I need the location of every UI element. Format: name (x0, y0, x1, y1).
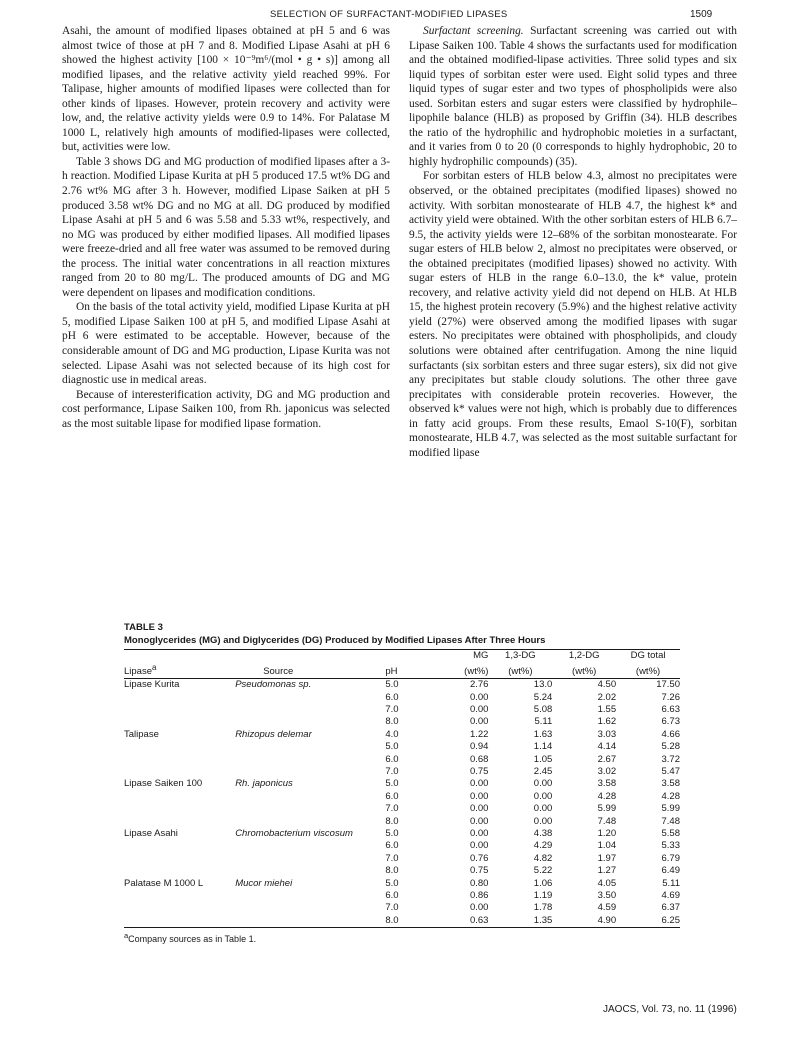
cell-ph: 7.0 (385, 902, 399, 914)
cell-source (235, 865, 379, 877)
table-row (124, 778, 680, 790)
cell-dg-total: 7.48 (661, 815, 680, 827)
header-12dg: 1,2-DG (568, 650, 600, 661)
cell-lipase: Talipase (124, 728, 159, 740)
cell-lipase: Lipase Asahi (124, 828, 178, 840)
cell-13dg: 0.00 (533, 778, 553, 790)
cell-dg-total: 5.58 (661, 828, 680, 840)
cell-12dg: 3.02 (597, 766, 617, 777)
cell-lipase (124, 791, 235, 803)
cell-mg: 0.00 (469, 790, 489, 802)
cell-13dg: 1.63 (533, 728, 553, 740)
cell-12dg: 4.05 (597, 877, 617, 889)
cell-lipase (124, 840, 235, 852)
cell-12dg: 1.97 (597, 852, 617, 864)
cell-lipase (124, 716, 235, 728)
left-paragraph-1: Asahi, the amount of modified lipases obtained at pH 5 and 6 was almost twice of those at pH 7 and 8. Modified Lipase Asahi at pH 6 showed the highest activity [100 × 10⁻⁹m⁶/(mol • g • s)] among all modified lipases, and the relative activity yield reached 99%. For Talipase, higher amounts of modified lipases were collected than for other kinds of lipases. However, protein recovery and activity were low, and, the relative activity yields were 0.9 to 14%. For Palatase M 1000 L, relatively high amounts of modified-lipases were collected, but, activities were low. (62, 25, 390, 154)
left-paragraph-4: Because of interesterification activity, DG and MG production and cost performance, Lipase Saiken 100, from Rh. japonicus was selected as the most suitable lipase for modified lipase formation. (62, 388, 390, 430)
cell-source (235, 902, 379, 914)
left-column (62, 24, 390, 431)
cell-ph: 7.0 (385, 852, 399, 864)
cell-dg-total: 4.28 (661, 790, 680, 802)
cell-13dg: 5.11 (534, 716, 553, 728)
cell-13dg: 1.19 (533, 890, 553, 902)
cell-ph: 8.0 (385, 716, 399, 728)
cell-mg: 0.76 (469, 852, 489, 864)
cell-13dg: 4.82 (533, 852, 553, 864)
cell-lipase (124, 803, 235, 815)
cell-13dg: 13.0 (533, 679, 553, 691)
cell-mg: 0.68 (469, 753, 489, 765)
cell-mg: 0.00 (469, 840, 489, 852)
cell-source (235, 803, 379, 815)
right-paragraph-1 (409, 24, 737, 169)
table-row (124, 704, 680, 716)
cell-ph: 4.0 (385, 728, 399, 740)
cell-13dg: 0.00 (533, 803, 553, 815)
cell-lipase (124, 865, 235, 877)
cell-dg-total: 5.11 (662, 877, 680, 889)
cell-13dg: 1.78 (533, 902, 553, 914)
cell-lipase (124, 853, 235, 865)
table-footnote: $^a$Company sources as in Table 1. (124, 931, 257, 945)
header-source: Source (235, 662, 379, 679)
cell-source: Mucor miehei (235, 877, 293, 889)
left-paragraph-2: Table 3 shows DG and MG production of modified lipases after a 3-h reaction. Modified Lipase Kurita at pH 5 produced 17.5 wt% DG and 2.76 wt% MG after 3 h. However, modified Lipase Saiken at pH 5 produced 3.58 wt% DG and no MG at all. DG produced by modified Lipase Asahi at pH 5 and 6 was 5.58 and 5.33 wt%, respectively, and no MG was produced by either modified lipases. All modified lipases were freeze-dried and all free water was assumed to be removed during the process. The initial water concentrations in all reaction mixtures ranged from 20 to 80 mg/L. The produced amounts of DG and MG were dependent on lipases and modification conditions. (62, 155, 390, 299)
table-row (124, 692, 680, 704)
cell-12dg: 7.48 (597, 815, 617, 827)
cell-mg: 2.76 (469, 679, 489, 691)
table-row (124, 766, 680, 778)
cell-dg-total: 6.25 (616, 915, 680, 928)
cell-source (235, 741, 379, 753)
header-lipase: Lipase$^a$ (124, 662, 235, 679)
cell-13dg: 4.38 (533, 828, 553, 840)
cell-mg: 0.00 (469, 803, 489, 815)
cell-12dg: 4.28 (597, 790, 617, 802)
cell-mg: 0.63 (439, 915, 488, 928)
header-13dg: 1,3-DG (505, 650, 536, 661)
header-dg-total: DG total (630, 650, 666, 661)
cell-12dg: 1.55 (597, 703, 617, 715)
table-3 (124, 622, 680, 944)
table-label: TABLE 3 (124, 622, 163, 633)
cell-source (235, 754, 379, 766)
cell-source (235, 704, 379, 716)
table-row (124, 840, 680, 852)
table-row (124, 865, 680, 877)
cell-13dg: 4.29 (533, 840, 553, 852)
cell-dg-total: 5.99 (661, 803, 680, 815)
cell-dg-total: 5.47 (661, 766, 680, 777)
table-row (124, 853, 680, 865)
cell-ph: 6.0 (385, 691, 399, 703)
cell-ph: 8.0 (385, 815, 399, 827)
header-dg-total-unit: (wt%) (616, 662, 680, 679)
cell-ph: 5.0 (385, 778, 399, 790)
table-row (124, 754, 680, 766)
cell-source: Chromobacterium viscosum (235, 828, 353, 840)
cell-13dg: 5.08 (533, 703, 553, 715)
cell-12dg: 1.20 (597, 828, 617, 840)
cell-source (235, 791, 379, 803)
table-row (124, 741, 680, 753)
cell-lipase (124, 766, 235, 778)
cell-12dg: 3.50 (597, 890, 617, 902)
footnote-marker: a (152, 662, 157, 672)
cell-source (235, 766, 379, 778)
cell-mg: 0.86 (469, 890, 489, 902)
table-row (124, 716, 680, 728)
cell-source: Pseudomonas sp. (235, 679, 312, 691)
table-row (124, 828, 680, 840)
running-title: SELECTION OF SURFACTANT-MODIFIED LIPASES (270, 9, 508, 20)
cell-12dg: 3.03 (597, 728, 617, 740)
cell-ph: 7.0 (385, 703, 399, 715)
cell-mg: 0.00 (469, 828, 489, 840)
cell-mg: 0.75 (469, 766, 489, 777)
cell-lipase (124, 741, 235, 753)
cell-12dg: 1.27 (597, 865, 617, 877)
cell-lipase (124, 890, 235, 902)
right-paragraph-1-text: Surfactant screening was carried out with Lipase Saiken 100. Table 4 shows the surfactants used for modification and the obtained modified-lipase activities. Three solid types and six liquid types of sorbitan ester were used. Eight solid types and three liquid types of sugar ester and two types of phospholipids were also used. Sorbitan esters and sugar esters were classified by hydrophile–lipophile balance (HLB) as proposed by Griffin (34). HLB describes the ratio of the hydrophilic and hydrophobic moieties in a surfactant, and it varies from 0 to 20 (0 corresponds to highly hydrophobic, 20 to highly hydrophilic compounds) (35). (409, 25, 737, 168)
cell-lipase (124, 704, 235, 716)
cell-12dg: 4.50 (597, 679, 617, 691)
cell-dg-total: 17.50 (656, 679, 680, 691)
cell-dg-total: 3.72 (661, 753, 680, 765)
left-paragraph-3: On the basis of the total activity yield, modified Lipase Kurita at pH 5, modified Lipase Saiken 100 at pH 5, and modified Lipase Asahi at pH 6 were estimated to be acceptable. However, because of the considerable amount of DG and MG production, Lipase Kurita was not selected. Lipase Asahi was not selected because of its high cost for diagnostic use in medical areas. (62, 301, 390, 387)
cell-source (235, 816, 379, 828)
cell-12dg: 4.90 (552, 915, 616, 928)
cell-dg-total: 4.66 (661, 728, 680, 740)
header-12dg-unit: (wt%) (552, 662, 616, 679)
cell-lipase: Palatase M 1000 L (124, 877, 204, 889)
cell-13dg: 0.00 (533, 815, 553, 827)
table-row (124, 878, 680, 890)
cell-12dg: 4.59 (597, 902, 617, 914)
table-row (124, 915, 680, 928)
cell-mg: 1.22 (469, 728, 489, 740)
table-row (124, 791, 680, 803)
cell-dg-total: 5.28 (661, 741, 680, 753)
cell-12dg: 3.58 (597, 778, 617, 790)
data-table (124, 650, 680, 928)
table-caption: Monoglycerides (MG) and Diglycerides (DG) Produced by Modified Lipases After Three Hours (124, 635, 680, 650)
cell-dg-total: 7.26 (661, 691, 680, 703)
cell-dg-total: 3.58 (661, 778, 680, 790)
cell-source (235, 840, 379, 852)
cell-dg-total: 6.73 (661, 716, 680, 728)
cell-dg-total: 6.49 (661, 865, 680, 877)
cell-13dg: 1.14 (533, 741, 553, 753)
page-number: 1509 (690, 9, 713, 20)
cell-lipase (124, 816, 235, 828)
cell-ph: 5.0 (385, 877, 399, 889)
cell-13dg: 5.22 (533, 865, 553, 877)
journal-reference: JAOCS, Vol. 73, no. 11 (1996) (603, 1004, 737, 1015)
cell-13dg: 1.35 (488, 915, 552, 928)
cell-mg: 0.00 (469, 902, 489, 914)
cell-lipase: Lipase Saiken 100 (124, 778, 203, 790)
cell-source: Rhizopus delemar (235, 728, 312, 740)
cell-source (235, 890, 379, 902)
cell-13dg: 1.05 (533, 753, 553, 765)
cell-12dg: 5.99 (597, 803, 617, 815)
cell-mg: 0.94 (469, 741, 489, 753)
cell-dg-total: 6.63 (661, 703, 680, 715)
cell-lipase (124, 915, 235, 928)
cell-lipase (124, 692, 235, 704)
cell-ph: 8.0 (385, 865, 399, 877)
table-row (124, 729, 680, 741)
cell-13dg: 5.24 (533, 691, 553, 703)
cell-13dg: 0.00 (533, 790, 553, 802)
cell-source (235, 692, 379, 704)
header-mg: MG (473, 650, 489, 661)
cell-ph: 6.0 (385, 840, 399, 852)
cell-12dg: 1.04 (597, 840, 617, 852)
cell-13dg: 2.45 (533, 766, 553, 777)
cell-dg-total: 4.69 (661, 890, 680, 902)
cell-12dg: 1.62 (597, 716, 617, 728)
cell-ph: 7.0 (385, 803, 399, 815)
cell-lipase: Lipase Kurita (124, 679, 180, 691)
cell-mg: 0.00 (469, 778, 489, 790)
cell-ph: 6.0 (385, 753, 399, 765)
cell-lipase (124, 902, 235, 914)
cell-mg: 0.00 (469, 716, 489, 728)
cell-ph: 7.0 (385, 766, 399, 777)
table-row (124, 816, 680, 828)
cell-dg-total: 6.37 (661, 902, 680, 914)
table-row (124, 890, 680, 902)
cell-12dg: 4.14 (597, 741, 617, 753)
cell-dg-total: 5.33 (661, 840, 680, 852)
cell-lipase (124, 754, 235, 766)
table-row (124, 902, 680, 914)
cell-source (235, 853, 379, 865)
cell-source (235, 915, 379, 928)
cell-12dg: 2.67 (597, 753, 617, 765)
table-row (124, 803, 680, 815)
cell-ph: 5.0 (385, 828, 399, 840)
header-ph: pH (379, 662, 439, 679)
cell-13dg: 1.06 (533, 877, 553, 889)
cell-source (235, 716, 379, 728)
cell-ph: 5.0 (385, 679, 399, 691)
right-column (409, 24, 737, 460)
cell-ph: 8.0 (379, 915, 439, 928)
header-mg-unit: (wt%) (439, 662, 488, 679)
cell-mg: 0.00 (469, 691, 489, 703)
cell-mg: 0.00 (469, 703, 489, 715)
cell-source: Rh. japonicus (235, 778, 293, 790)
table-row (124, 679, 680, 692)
cell-mg: 0.75 (469, 865, 489, 877)
cell-mg: 0.00 (469, 815, 489, 827)
cell-ph: 6.0 (385, 790, 399, 802)
cell-12dg: 2.02 (597, 691, 617, 703)
cell-ph: 6.0 (385, 890, 399, 902)
cell-dg-total: 6.79 (661, 852, 680, 864)
cell-mg: 0.80 (469, 877, 489, 889)
right-paragraph-2: For sorbitan esters of HLB below 4.3, almost no precipitates were observed, or the obtained precipitates (modified lipases) showed no activity. With sorbitan monostearate of HLB 4.7, the highest k* and activity yield were obtained. With the other sorbitan esters of HLB 6.7–9.5, the activity yields were 12–68% of the sorbitan monostearate. For sugar esters of HLB below 2, almost no precipitates were observed, or the obtained precipitates (modified lipases) showed no activity. With sugar esters of HLB in the range 6.0–13.0, the k* value, protein recovery, and relative activity yield did not depend on HLB. At HLB 15, the highest protein recovery (5.9%) and the highest relative activity yield (27%) were observed among the modified lipases with sugar esters. No precipitates were obtained with phospholipids, and cloudy solutions were obtained after centrifugation. Among the nine liquid surfactants (six sorbitan esters and three sugar esters), six did not give any precipitates but stable cloudy solutions. The other three gave precipitates with considerable protein recoveries. However, the observed k* values were not high, which is probably due to differences in fatty acid groups. From these results, Emaol S-10(F), sorbitan monostearate, HLB 4.7, was selected as the most suitable surfactant for modified lipase (409, 170, 737, 459)
section-subheading: Surfactant screening. (423, 25, 524, 37)
cell-ph: 5.0 (385, 741, 399, 753)
header-13dg-unit: (wt%) (488, 662, 552, 679)
